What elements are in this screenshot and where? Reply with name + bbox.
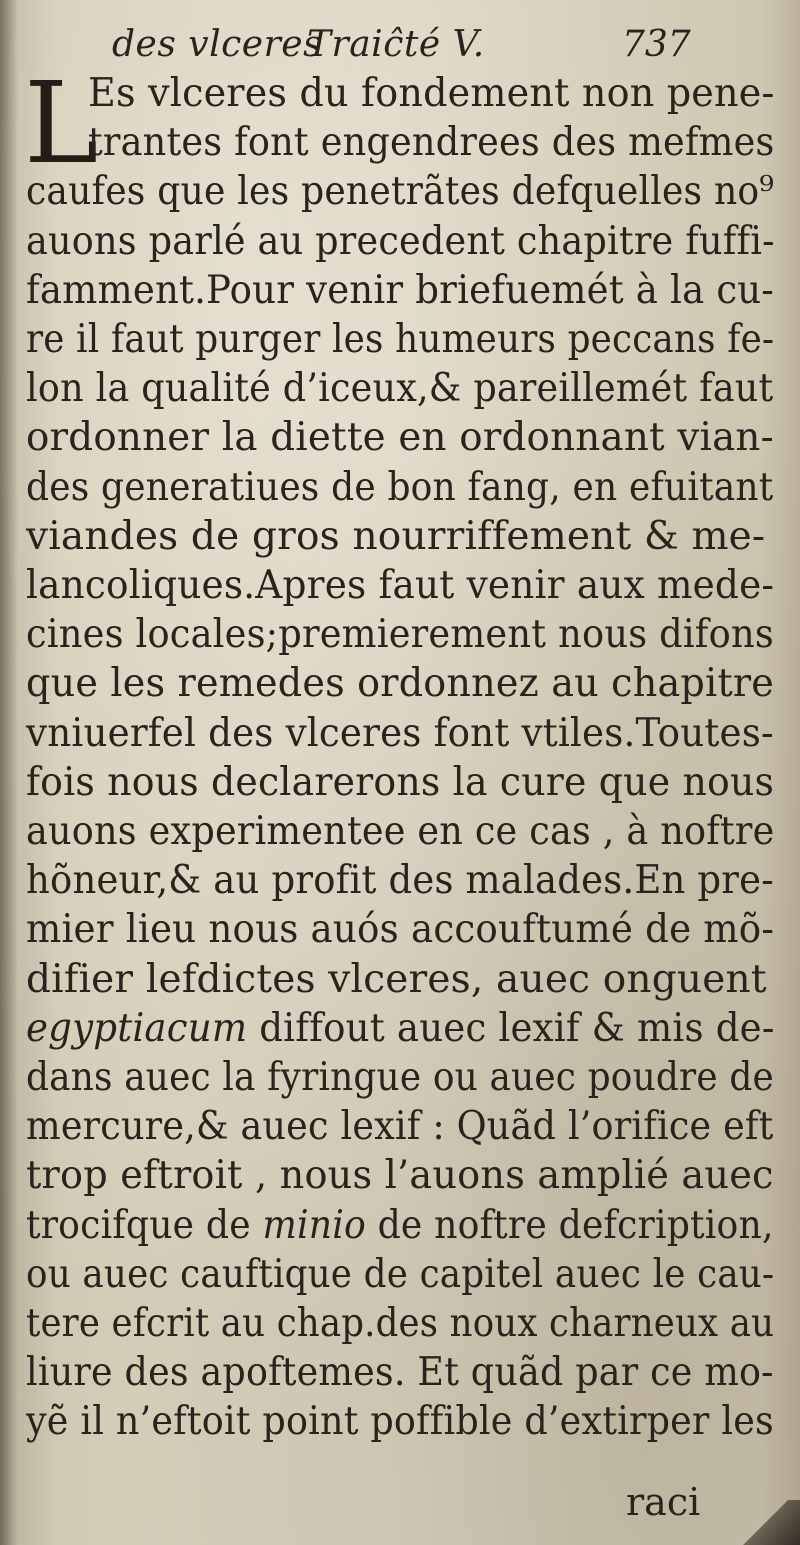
text-segment: diffout auec lexif & mis de- [247, 1005, 775, 1051]
text-line: mier lieu nous auós accouftumé de mõ- [26, 907, 775, 953]
page-corner-curl [730, 1500, 800, 1545]
drop-cap: L [24, 59, 99, 189]
text-line: famment.Pour venir briefuemét à la cu- [26, 267, 775, 313]
page-header [112, 22, 800, 68]
text-segment: trocifque de [26, 1202, 263, 1248]
text-line: Es vlceres du fondement non pene- [88, 71, 775, 116]
text-line: tere efcrit au chap.des noux charneux au [26, 1301, 775, 1346]
text-line: lon la qualité d’iceux,& pareillemét faut [26, 366, 774, 412]
text-line [26, 1005, 775, 1053]
text-line: auons parlé au precedent chapitre fuffi- [26, 218, 775, 264]
text-line: cines locales;premierement nous difons [26, 612, 774, 658]
text-line [26, 1202, 774, 1250]
text-segment: de noftre defcription, [365, 1202, 774, 1248]
text-line: trop eftroit , nous l’auons amplié auec [26, 1153, 774, 1199]
text-line: viandes de gros nourriffement & me- [26, 513, 766, 559]
italic-term: egyptiacum [26, 1005, 248, 1051]
text-line: vniuerfel des vlceres font vtiles.Toutes- [26, 710, 774, 756]
text-line: liure des apoftemes. Et quãd par ce mo- [26, 1350, 774, 1396]
page-number: 737 [622, 24, 691, 65]
text-line: lancoliques.Apres faut venir aux mede- [26, 563, 775, 608]
text-line: yẽ il n’eftoit point poffible d’extirper les [26, 1399, 774, 1445]
text-line: difier lefdictes vlceres, auec onguent [26, 956, 767, 1002]
section-title: Traiĉté V. [307, 24, 485, 65]
text-line: auons experimentee en ce cas , à noftre [26, 809, 775, 854]
text-line: mercure,& auec lexif : Quãd l’orifice eft [26, 1104, 774, 1150]
italic-term: minio [262, 1202, 366, 1248]
text-line: que les remedes ordonnez au chapitre [26, 661, 775, 707]
text-line: fois nous declarerons la cure que nous [26, 759, 775, 805]
text-line: dans auec la fyringue ou auec poudre de [26, 1055, 774, 1100]
catchword: raci [626, 1480, 701, 1524]
text-line: caufes que les penetrãtes defquelles no⁹ [26, 169, 775, 215]
text-line: trantes font engendrees des mefmes [88, 120, 775, 166]
gutter-shadow [0, 0, 18, 1545]
text-line: hõneur,& au profit des malades.En pre- [26, 858, 774, 904]
text-line: ordonner la diette en ordonnant vian- [26, 415, 774, 461]
text-line: ou auec cauftique de capitel auec le cau- [26, 1251, 775, 1297]
running-head: des vlceres [112, 24, 323, 65]
text-line: des generatiues de bon fang, en efuitant [26, 464, 774, 510]
text-line: re il faut purger les humeurs peccans fe- [26, 317, 775, 362]
